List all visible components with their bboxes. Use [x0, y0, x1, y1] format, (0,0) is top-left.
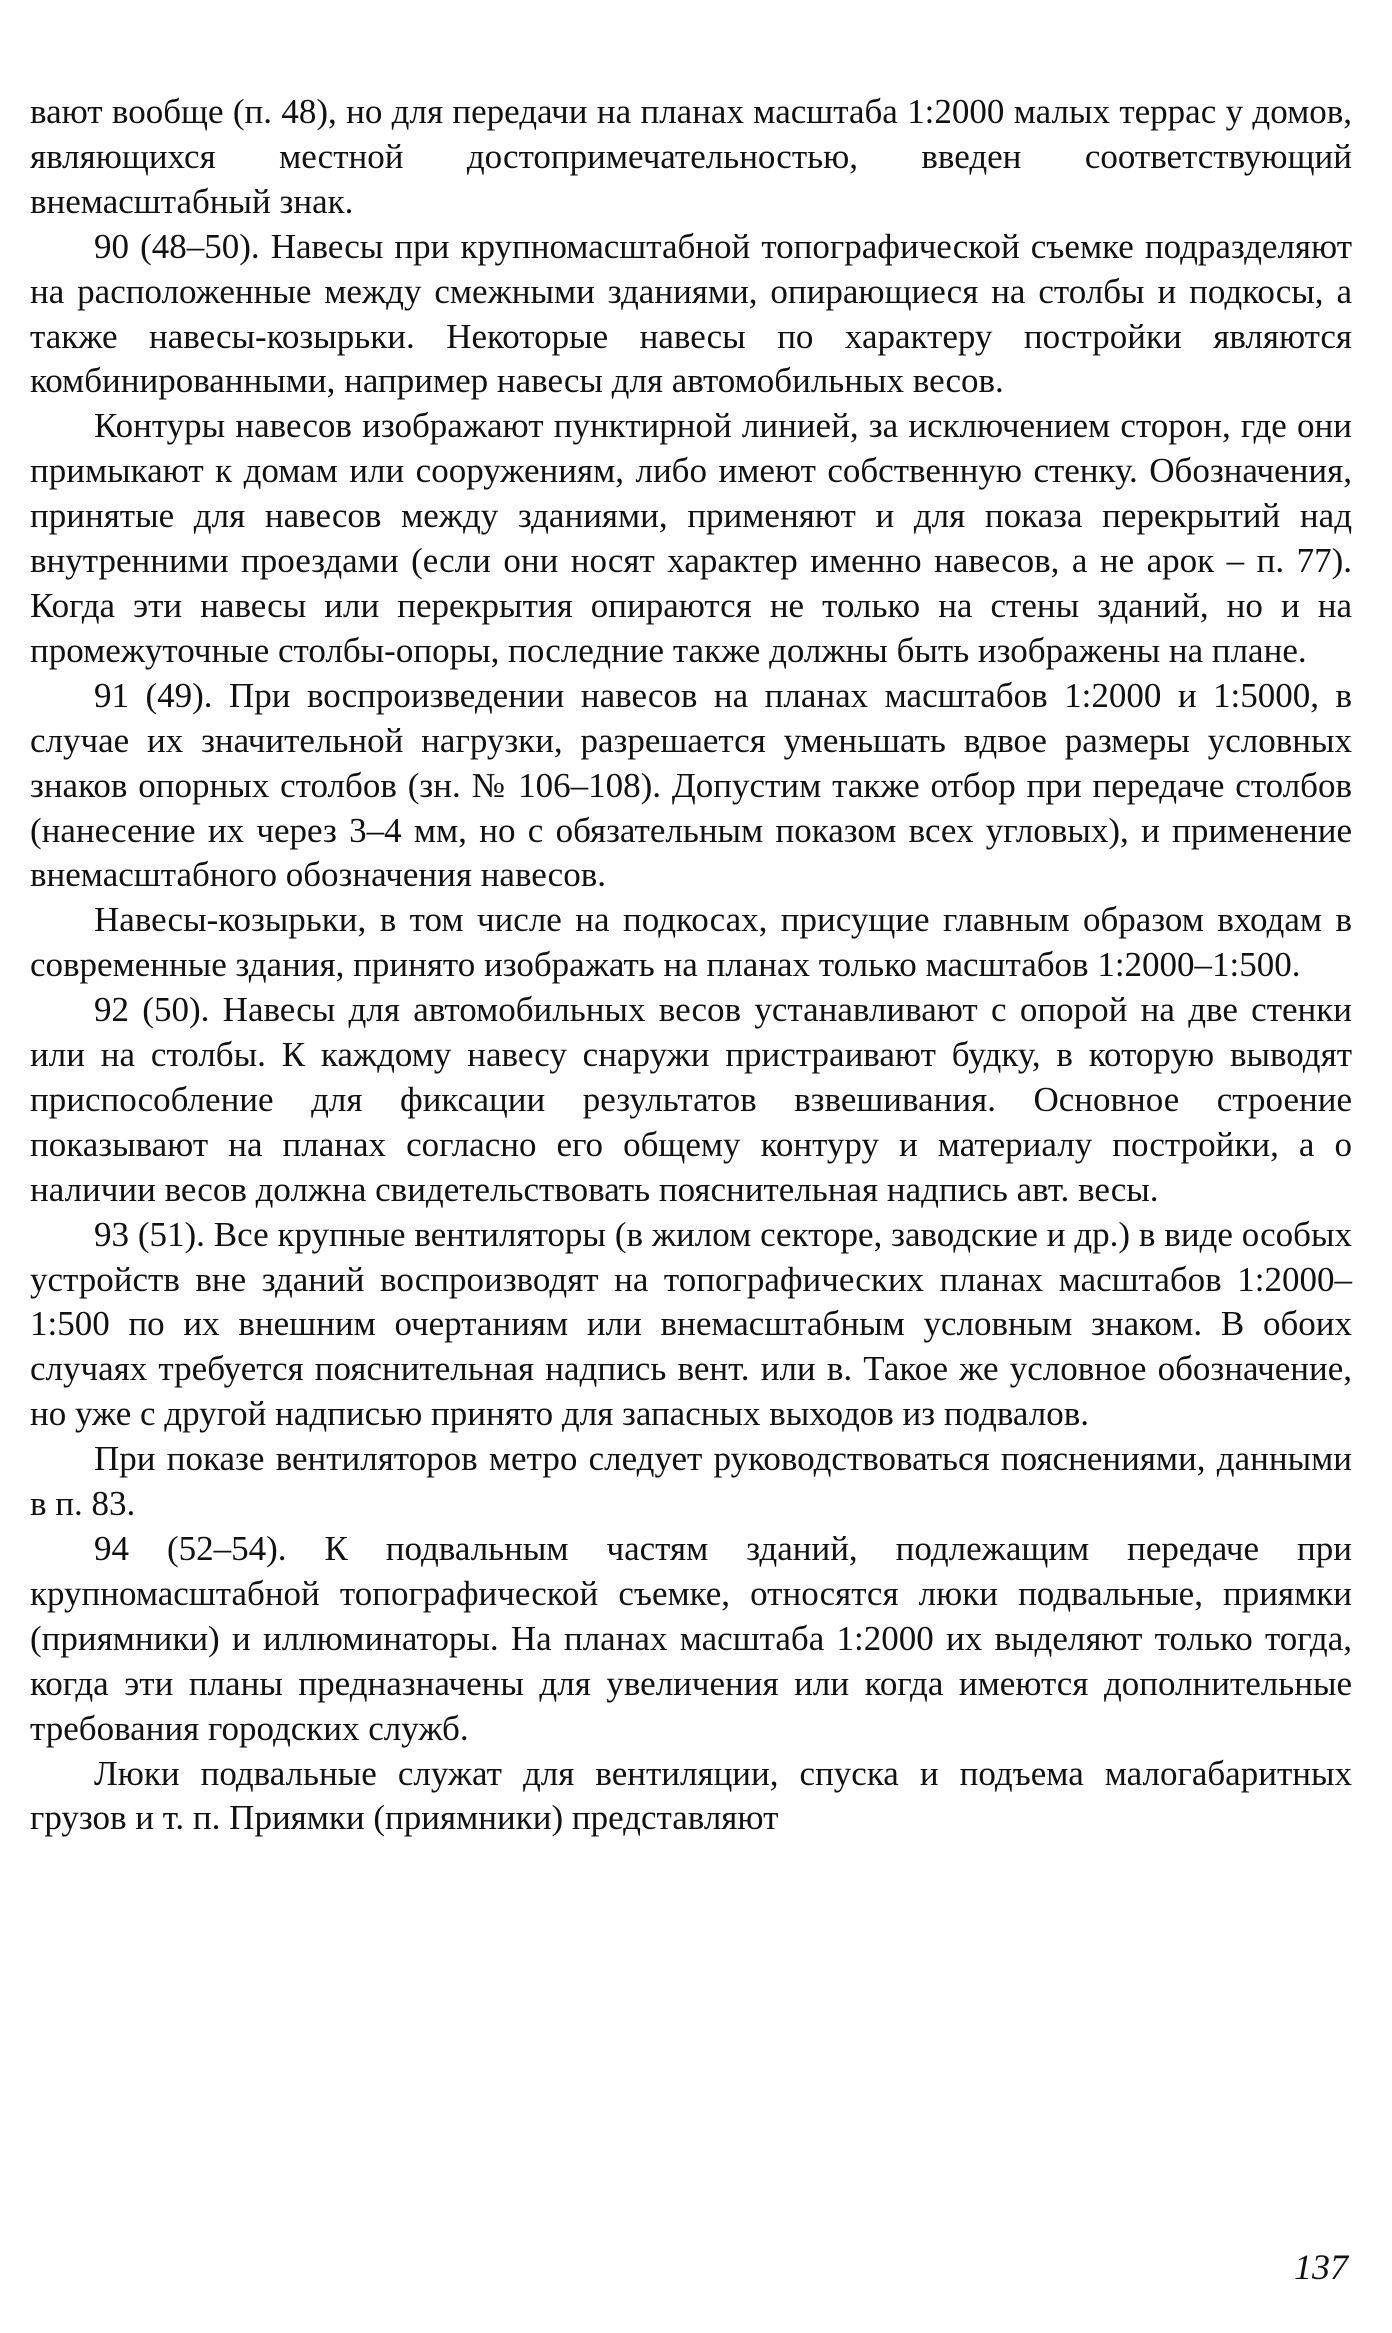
- paragraph-section-92: 92 (50). Навесы для автомобильных весов устанавливают с опорой на две стенки или на столбы. К каждому навесу снаружи пристраивают будку, в которую выводят приспособление для фиксации результатов взвешивания. Основное строение показывают на планах согласно его общему контуру и материалу постройки, а о наличии весов должна свидетельствовать пояснительная надпись авт. весы.: [30, 990, 1352, 1209]
- paragraph-section-93: 93 (51). Все крупные вентиляторы (в жилом секторе, заводские и др.) в виде особых устройств вне зданий воспроизводят на топографических планах масштабов 1:2000–1:500 по их внешним очертаниям или внемасштабным условным знаком. В обоих случаях требуется пояснительная надпись вент. или в. Такое же условное обозначение, но уже с другой надписью принято для запасных выходов из подвалов.: [30, 1214, 1352, 1434]
- paragraph-canopy-contours: Контуры навесов изображают пунктирной линией, за исключением сторон, где они примыкают к домам или сооружениям, либо имеют собственную стенку. Обозначения, принятые для навесов между зданиями, применяют и для показа перекрытий над внутренними проездами (если они носят характер именно навесов, а не арок – п. 77). Когда эти навесы или перекрытия опираются не только на стены зданий, но и на промежуточные столбы-опоры, последние также должны быть изображены на плане.: [30, 406, 1352, 670]
- paragraph-continuation: вают вообще (п. 48), но для передачи на планах масштаба 1:2000 малых террас у домов, являющихся местной достопримечательностью, введен соответствующий внемасштабный знак.: [30, 92, 1352, 221]
- paragraph-section-94: 94 (52–54). К подвальным частям зданий, подлежащим передаче при крупномасштабной топографической съемке, относятся люки подвальные, приямки (приямники) и иллюминаторы. На планах масштаба 1:2000 их выделяют только тогда, когда эти планы предназначены для увеличения или когда имеются дополнительные требования городских служб.: [30, 1529, 1352, 1748]
- paragraph-basement-hatches: Люки подвальные служат для вентиляции, спуска и подъема малогабаритных грузов и т. п. Приямки (приямники) представляют: [30, 1753, 1352, 1838]
- body-text: [30, 90, 1352, 1841]
- paragraph-canopy-visors: Навесы-козырьки, в том числе на подкосах, присущие главным образом входам в современные здания, принято изображать на планах только масштабов 1:2000–1:500.: [30, 900, 1352, 985]
- page-number: 137: [1294, 2247, 1348, 2287]
- paragraph-section-91: 91 (49). При воспроизведении навесов на планах масштабов 1:2000 и 1:5000, в случае их значительной нагрузки, разрешается уменьшать вдвое размеры условных знаков опорных столбов (зн. № 106–108). Допустим также отбор при передаче столбов (нанесение их через 3–4 мм, но с обязательным показом всех угловых), и применение внемасштабного обозначения навесов.: [30, 675, 1352, 895]
- paragraph-section-90: 90 (48–50). Навесы при крупномасштабной топографической съемке подразделяют на расположенные между смежными зданиями, опирающиеся на столбы и подкосы, а также навесы-козырьки. Некоторые навесы по характеру постройки являются комбинированными, например навесы для автомобильных весов.: [30, 226, 1352, 401]
- paragraph-metro-fans: При показе вентиляторов метро следует руководствоваться пояснениями, данными в п. 83.: [30, 1439, 1352, 1524]
